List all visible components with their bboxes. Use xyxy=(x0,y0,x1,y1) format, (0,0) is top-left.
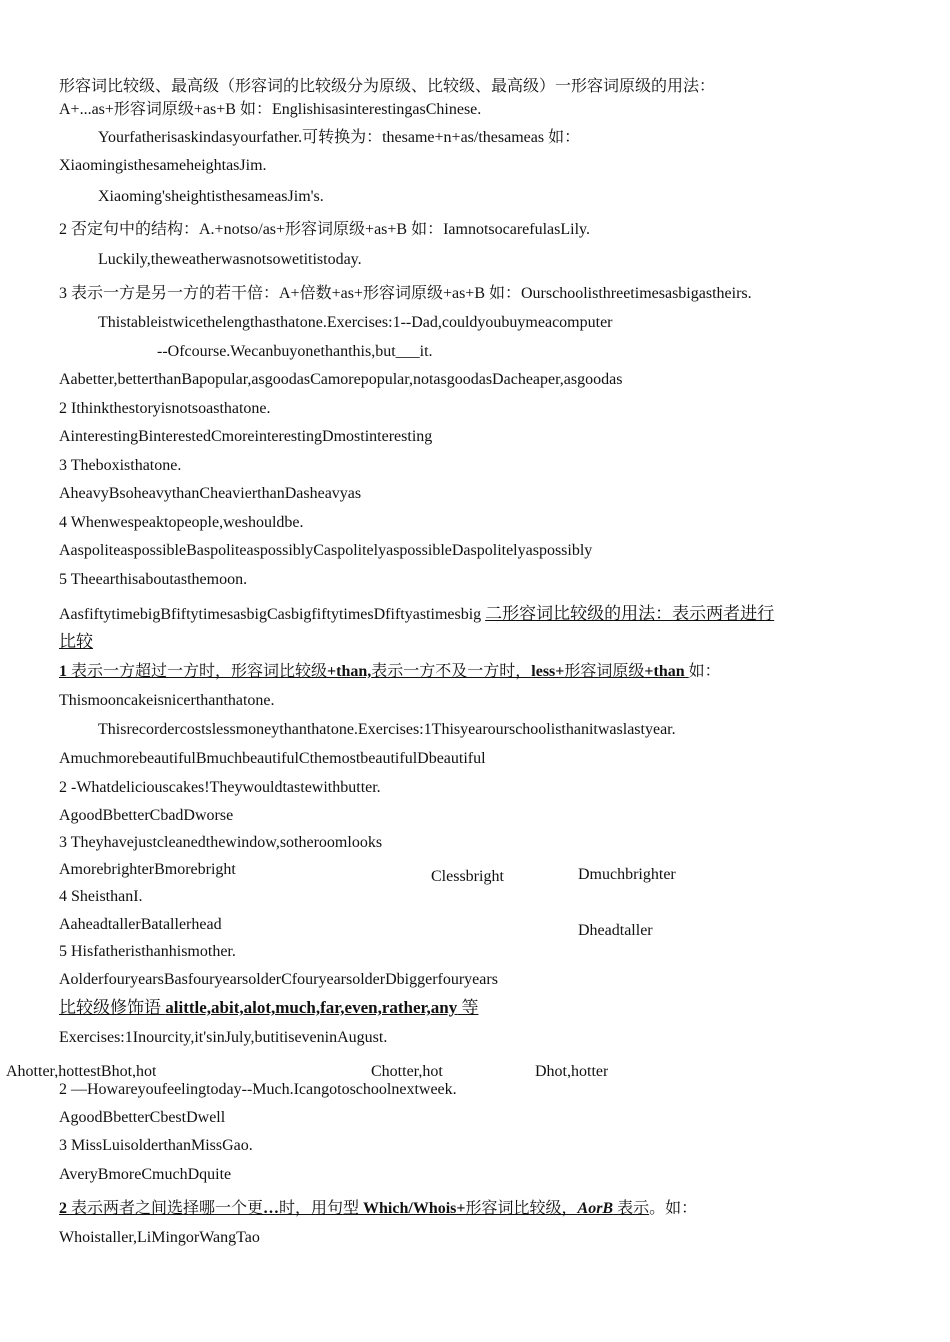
rule-line xyxy=(59,1199,697,1219)
rule-number: 2 xyxy=(59,1200,67,1217)
rule-text: 。如： xyxy=(649,1200,698,1217)
text-line: Whoistaller,LiMingorWangTao xyxy=(59,1229,260,1246)
text-line: A+...as+形容词原级+as+B 如：EnglishisasinterestingasChinese. xyxy=(59,101,482,118)
text-line: Luckily,theweatherwasnotsowetitistoday. xyxy=(98,251,362,268)
option-d: Dmuchbrighter xyxy=(578,866,676,883)
question-line: 4 Whenwespeaktopeople,weshouldbe. xyxy=(59,514,304,531)
options-line: AmorebrighterBmorebright xyxy=(59,861,236,878)
text-line: --Ofcourse.Wecanbuyonethanthis,but___it. xyxy=(157,343,433,360)
question-line: 3 Theboxisthatone. xyxy=(59,457,182,474)
rule-line xyxy=(59,662,721,682)
modifier-heading xyxy=(59,998,478,1018)
options-line: AgoodBbetterCbestDwell xyxy=(59,1109,226,1126)
rule-text: 表示两者之间选择哪一个更 xyxy=(67,1200,264,1217)
option-c: Chotter,hot xyxy=(371,1063,443,1078)
options-line xyxy=(59,604,774,625)
text-line: 3 表示一方是另一方的若干倍：A+倍数+as+形容词原级+as+B 如：Ourschoolisthreetimesasbigastheirs. xyxy=(59,285,752,302)
option-c: Clessbright xyxy=(431,868,504,885)
question-line: 3 Theyhavejustcleanedthewindow,sotheroomlooks xyxy=(59,834,383,851)
rule-text: 形容词原级 xyxy=(564,663,645,680)
section-heading: 二形容词比较级的用法：表示两者进行 xyxy=(485,604,775,623)
rule-text: +than xyxy=(644,663,689,680)
question-line: 2 Ithinkthestoryisnotsoasthatone. xyxy=(59,400,271,417)
heading-text: 等 xyxy=(457,998,479,1017)
text-line: Thisrecordercostslessmoneythanthatone.Exercises:1Thisyearourschoolisthanitwaslastyear. xyxy=(98,721,676,738)
heading-line: 形容词比较级、最高级（形容词的比较级分为原级、比较级、最高级）一形容词原级的用法： xyxy=(59,78,716,95)
rule-number: 1 xyxy=(59,663,67,680)
rule-text: less+ xyxy=(531,663,565,680)
question-line: 2 —Howareyoufeelingtoday--Much.Icangotoschoolnextweek. xyxy=(59,1081,457,1098)
options-line: Ahotter,hottestBhot,hot xyxy=(6,1063,157,1078)
options-line: AgoodBbetterCbadDworse xyxy=(59,807,234,824)
rule-text: Which/Whois+ xyxy=(363,1200,466,1217)
rule-text: … xyxy=(263,1200,280,1217)
options-line: AolderfouryearsBasfouryearsolderCfouryearsolderDbiggerfouryears xyxy=(59,971,498,988)
rule-text: +than, xyxy=(327,663,372,680)
question-line: 2 -Whatdeliciouscakes!Theywouldtastewithbutter. xyxy=(59,779,381,796)
question-line: 5 Hisfatheristhanhismother. xyxy=(59,943,236,960)
rule-text: 表示一方超过一方时，形容词比较级 xyxy=(67,663,328,680)
rule-text: 如： xyxy=(688,663,721,680)
text-line: 2 否定句中的结构：A.+notso/as+形容词原级+as+B 如：IamnotsocarefulasLily. xyxy=(59,221,591,238)
options-line: AmuchmorebeautifulBmuchbeautifulCthemostbeautifulDbeautiful xyxy=(59,750,486,767)
rule-text: AorB xyxy=(577,1200,614,1217)
question-line: 4 SheisthanI. xyxy=(59,888,143,905)
text-line: Yourfatherisaskindasyourfather.可转换为：thesame+n+as/thesameas 如： xyxy=(98,129,581,146)
heading-text: 比较级修饰语 xyxy=(59,998,166,1017)
question-line: 3 MissLuisolderthanMissGao. xyxy=(59,1137,253,1154)
options-line: AinterestingBinterestedCmoreinterestingDmostinteresting xyxy=(59,428,433,445)
options-line: AveryBmoreCmuchDquite xyxy=(59,1166,232,1183)
option-d: Dheadtaller xyxy=(578,922,653,937)
option-d: Dhot,hotter xyxy=(535,1063,609,1078)
rule-text: 表示一方不及一方时， xyxy=(371,663,532,680)
options-text: AasfiftytimebigBfiftytimesasbigCasbigfiftytimesDfiftyastimesbig xyxy=(59,606,486,623)
rule-text: 时，用句型 xyxy=(279,1200,364,1217)
question-line: 5 Theearthisaboutasthemoon. xyxy=(59,571,248,588)
text-line: Xiaoming'sheightisthesameasJim's. xyxy=(98,188,324,205)
rule-text: 形容词比较级， xyxy=(465,1200,578,1217)
options-line: AaspoliteaspossibleBaspoliteaspossiblyCaspolitelyaspossibleDaspolitelyaspossibly xyxy=(59,542,593,559)
text-line: Thismooncakeisnicerthanthatone. xyxy=(59,692,275,709)
section-heading: 比较 xyxy=(59,632,93,651)
options-line: Aabetter,betterthanBapopular,asgoodasCamorepopular,notasgoodasDacheaper,asgoodas xyxy=(59,371,623,388)
text-line: Thistableistwicethelengthasthatone.Exercises:1--Dad,couldyoubuymeacomputer xyxy=(98,314,613,331)
options-line: AaheadtallerBatallerhead xyxy=(59,916,222,933)
heading-text: alittle,abit,alot,much,far,even,rather,any xyxy=(165,998,458,1017)
options-line: AheavyBsoheavythanCheavierthanDasheavyas xyxy=(59,485,362,502)
rule-text: 表示 xyxy=(613,1200,650,1217)
text-line: Exercises:1Inourcity,it'sinJuly,butitiseveninAugust. xyxy=(59,1029,388,1046)
text-line: XiaomingisthesameheightasJim. xyxy=(59,157,267,174)
